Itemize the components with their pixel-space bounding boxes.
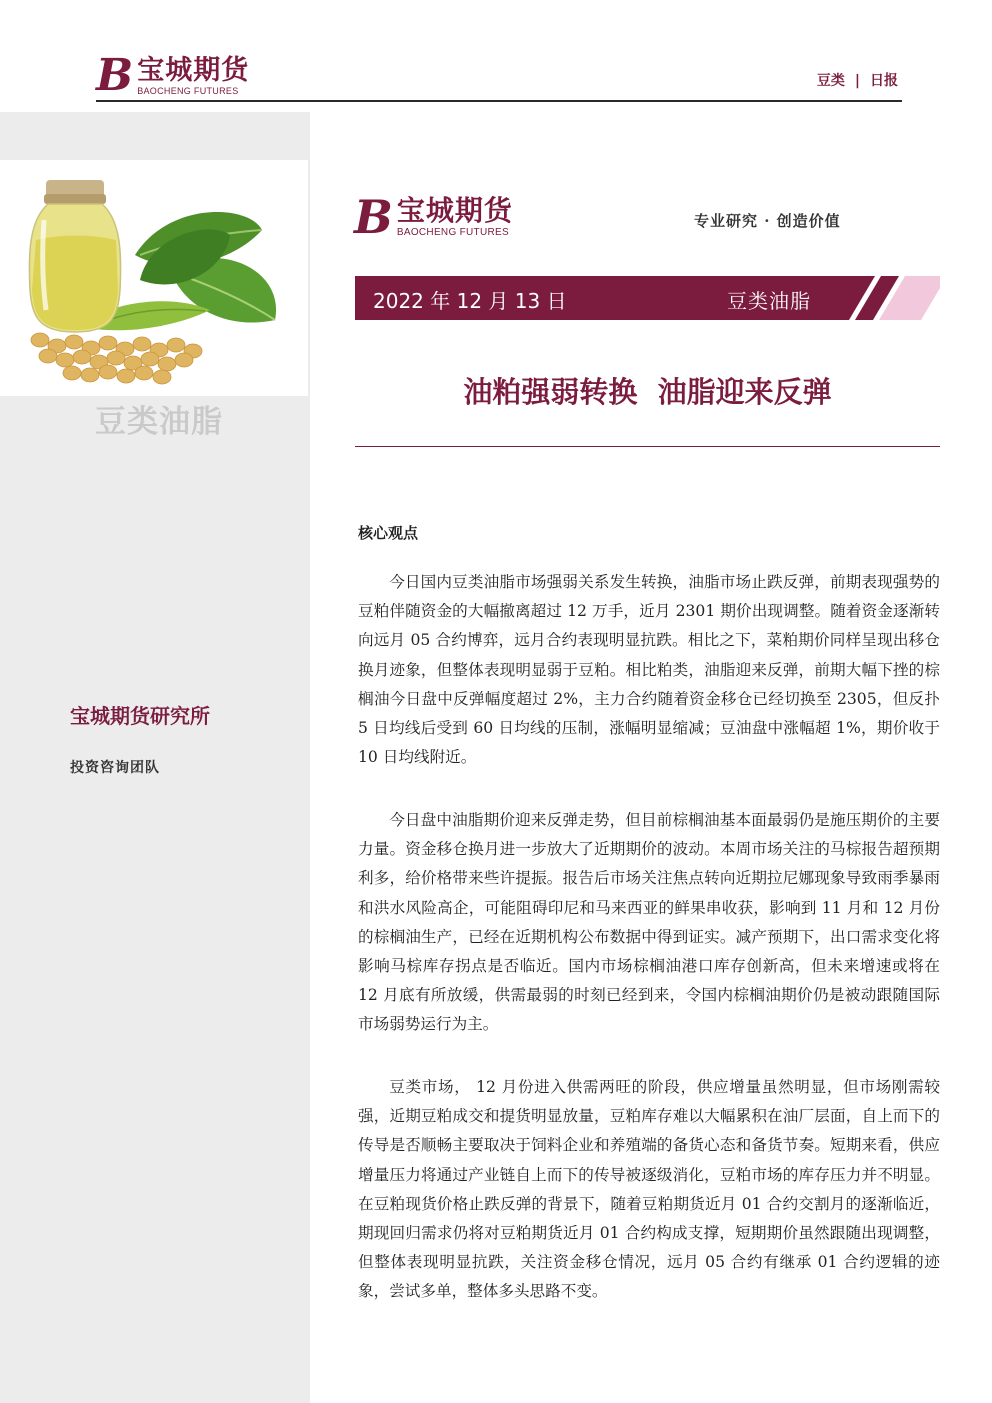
sidebar-category: 豆类油脂: [95, 404, 223, 440]
cover-logo: [354, 190, 513, 244]
tag-category: 豆类: [816, 73, 845, 89]
cover-image: [0, 160, 308, 396]
body-paragraph: 豆类市场， 12 月份进入供需两旺的阶段，供应增量虽然明显，但市场刚需较强，近期豆粕成交和提货明显放量，豆粕库存难以大幅累积在油厂层面，自上而下的传导是否顺畅主要取决于饲料企业和养殖端的备货心态和备货节奏。短期来看，供应增量压力将通过产业链自上而下的传导被逐级消化，豆粕市场的库存压力并不明显。在豆粕现货价格止跌反弹的背景下，随着豆粕期货近月 01 合约交割月的逐渐临近，期现回归需求仍将对豆粕期货近月 01 合约构成支撑，短期期价虽然跟随出现调整，但整体表现明显抗跌，关注资金移仓情况，远月 05 合约有继承 01 合约逻辑的迹象，尝试多单，整体多头思路不变。: [358, 1078, 940, 1301]
soybean-oil-illustration-icon: [0, 160, 308, 396]
header-rule: [96, 100, 902, 102]
header-tags: [817, 70, 898, 90]
tag-type: 日报: [870, 73, 898, 89]
body-paragraph: 今日国内豆类油脂市场强弱关系发生转换，油脂市场止跌反弹，前期表现强势的豆粕伴随资金的大幅撤离超过 12 万手，近月 2301 期价出现调整。随着资金逐渐转向远月 05 合约博弈，远月合约表现明显抗跌。相比之下，菜粕期价同样呈现出移仓换月迹象，但整体表现明显弱于豆粕。相比粕类，油脂迎来反弹，前期大幅下挫的棕榈油今日盘中反弹幅度超过 2%，主力合约随着资金移仓已经切换至 2305，但反扑 5 日均线后受到 60 日均线的压制，涨幅明显缩减；豆油盘中涨幅超 1%，期价收于 10 日均线附近。: [358, 573, 940, 767]
cover-logo-mark-icon: B: [354, 190, 393, 244]
section-heading: 核心观点: [358, 524, 419, 542]
report-date: 2022 年 12 月 13 日: [373, 289, 567, 313]
team-name: 投资咨询团队: [70, 760, 160, 776]
title-rule: [355, 446, 940, 447]
logo-mark-icon: B: [96, 50, 134, 101]
cover-logo-text-en: BAOCHENG FUTURES: [396, 226, 509, 238]
report-title: 油粕强弱转换 油脂迎来反弹: [463, 375, 832, 409]
logo-text-cn: 宝城期货: [137, 54, 250, 86]
logo-text-en: BAOCHENG FUTURES: [137, 85, 239, 96]
cover-logo-text-cn: 宝城期货: [396, 193, 513, 227]
banner-category: 豆类油脂: [727, 289, 811, 313]
header-logo: [96, 50, 250, 101]
slogan: 专业研究 · 创造价值: [694, 212, 841, 230]
institute-name: 宝城期货研究所: [70, 704, 210, 728]
tag-separator: |: [854, 73, 860, 89]
date-banner: [355, 276, 940, 320]
body-paragraph: 今日盘中油脂期价迎来反弹走势，但目前棕榈油基本面最弱仍是施压期价的主要力量。资金移仓换月进一步放大了近期期价的波动。本周市场关注的马棕报告超预期利多，给价格带来些许提振。报告后市场关注焦点转向近期拉尼娜现象导致雨季暴雨和洪水风险高企，可能阻碍印尼和马来西亚的鲜果串收获，影响到 11 月和 12 月份的棕榈油生产，已经在近期机构公布数据中得到证实。减产预期下，出口需求变化将影响马棕库存拐点是否临近。国内市场棕榈油港口库存创新高，但未来增速或将在 12 月底有所放缓，供需最弱的时刻已经到来，令国内棕榈油期价仍是被动跟随国际市场弱势运行为主。: [358, 811, 940, 1034]
